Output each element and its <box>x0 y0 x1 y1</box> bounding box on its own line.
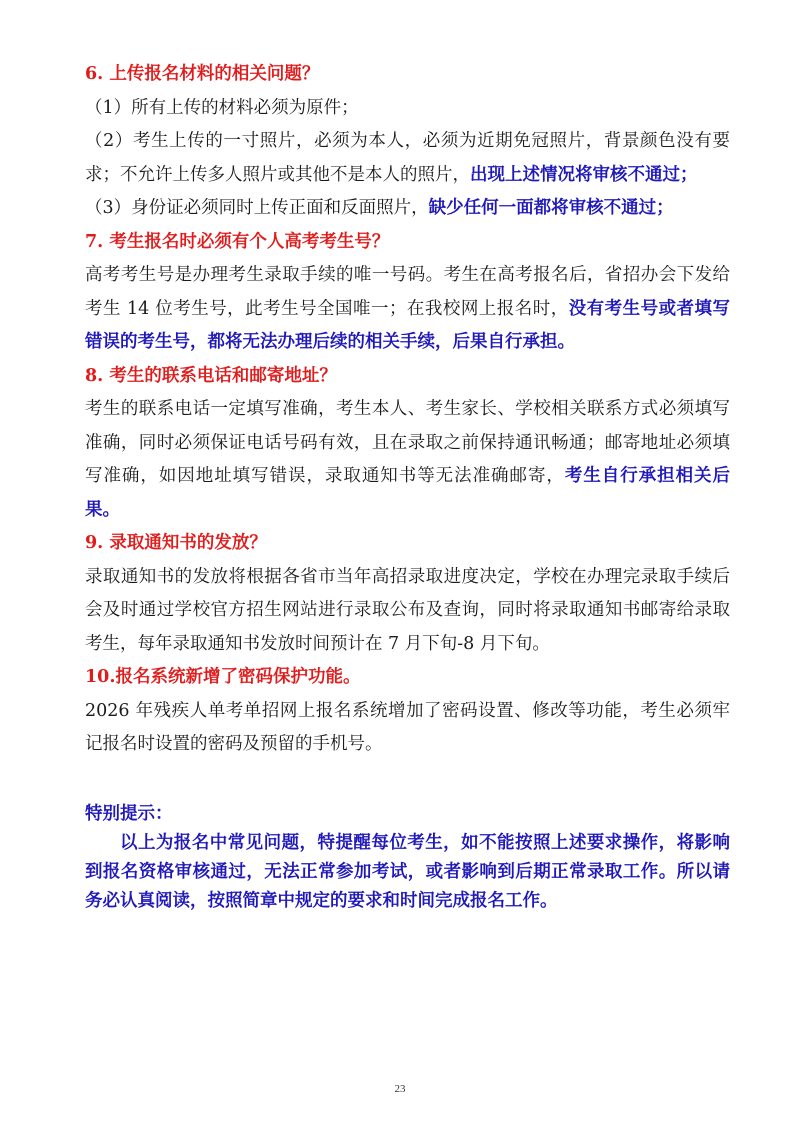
paragraph <box>85 561 730 662</box>
section-heading: 10.报名系统新增了密码保护功能。 <box>85 667 361 687</box>
page-number: 23 <box>394 1083 406 1095</box>
section-heading: 6. 上传报名材料的相关问题？ <box>85 64 320 84</box>
paragraph <box>85 92 730 126</box>
highlight-text: 缺少任何一面都将审核不通过； <box>428 198 674 218</box>
paragraph <box>85 695 730 762</box>
paragraph <box>85 259 730 360</box>
paragraph-text: 2026 年残疾人单考单招网上报名系统增加了密码设置、修改等功能，考生必须牢记报名时设置的密码及预留的手机号。 <box>85 700 730 754</box>
section-heading: 9. 录取通知书的发放？ <box>85 533 267 553</box>
paragraph <box>85 192 730 226</box>
section-10 <box>85 661 730 762</box>
highlight-text: 出现上述情况将审核不通过； <box>470 164 698 185</box>
paragraph <box>85 393 730 527</box>
paragraph-text: 考生的联系电话一定填写准确，考生本人、考生家长、学校相关联系方式必须填写准确，同时必须保证电话号码有效，且在录取之前保持通讯畅通；邮寄地址必须填写准确，如因地址填写错误，录取通知书等无法准确邮寄， <box>85 399 730 486</box>
section-8 <box>85 360 730 528</box>
section-7 <box>85 226 730 360</box>
special-notice <box>85 800 730 916</box>
notice-body: 以上为报名中常见问题，特提醒每位考生，如不能按照上述要求操作，将影响到报名资格审核通过，无法正常参加考试，或者影响到后期正常录取工作。所以请务必认真阅读，按照简章中规定的要求和时间完成报名工作。 <box>85 832 730 911</box>
document-page <box>85 58 730 916</box>
section-heading: 8. 考生的联系电话和邮寄地址？ <box>85 365 337 386</box>
highlight-text: 考生自行承担相关后果。 <box>85 466 731 520</box>
section-9 <box>85 527 730 661</box>
paragraph <box>85 125 730 192</box>
paragraph-text: 录取通知书的发放将根据各省市当年高招录取进度决定，学校在办理完录取手续后会及时通过学校官方招生网站进行录取公布及查询，同时将录取通知书邮寄给录取考生，每年录取通知书发放时间预计在 7 月下旬-8 月下旬。 <box>85 566 730 654</box>
paragraph-text: （1）所有上传的材料必须为原件； <box>85 97 359 118</box>
notice-title: 特别提示： <box>85 803 173 824</box>
section-6 <box>85 58 730 226</box>
paragraph-text: （2）考生上传的一寸照片，必须为本人，必须为近期免冠照片，背景颜色没有要求；不允许上传多人照片或其他不是本人的照片， <box>85 131 730 185</box>
paragraph-text: 高考考生号是办理考生录取手续的唯一号码。考生在高考报名后，省招办会下发给考生 14 位考生号，此考生号全国唯一；在我校网上报名时， <box>85 265 730 319</box>
paragraph-text: （3）身份证必须同时上传正面和反面照片， <box>85 198 429 218</box>
highlight-text: 没有考生号或者填写错误的考生号，都将无法办理后续的相关手续，后果自行承担。 <box>85 298 730 352</box>
section-heading: 7. 考生报名时必须有个人高考考生号？ <box>85 231 390 252</box>
